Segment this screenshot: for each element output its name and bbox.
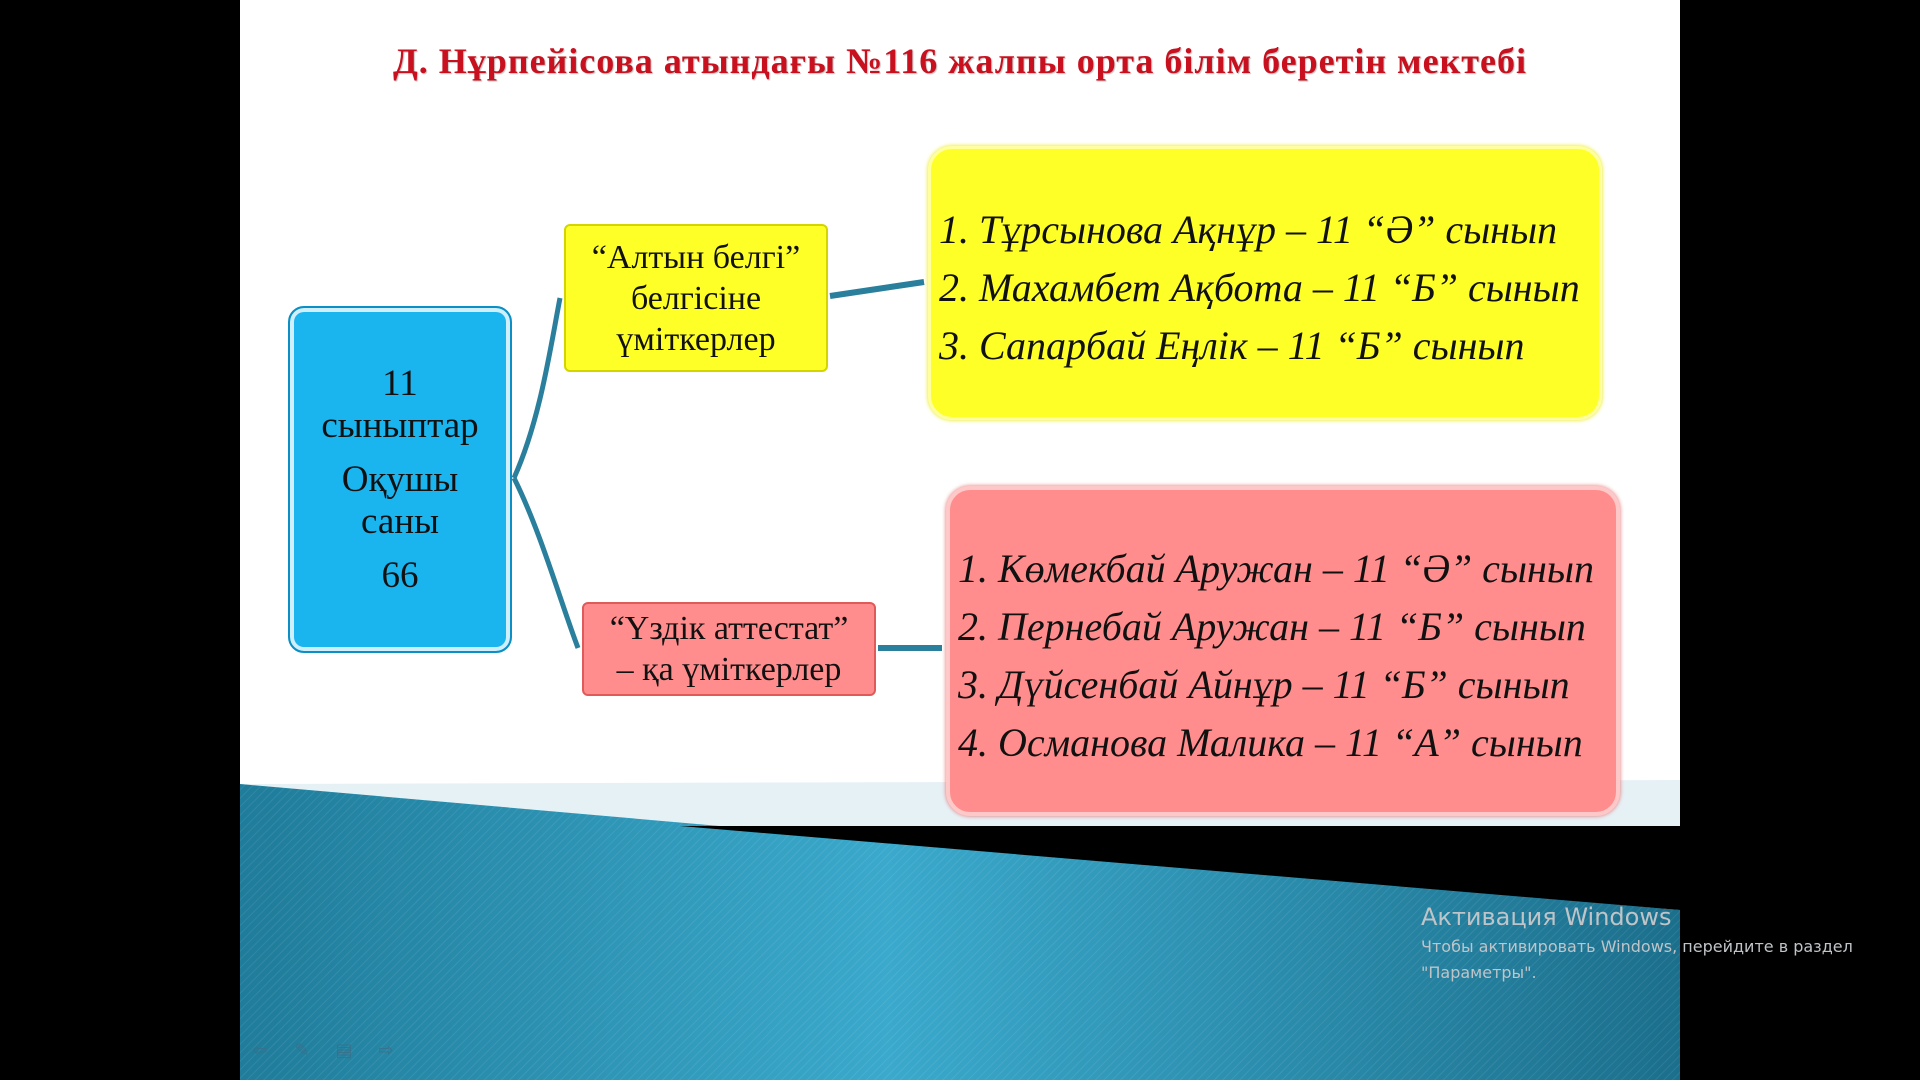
root-line-2: сыныптар (321, 404, 479, 446)
slide-title: Д. Нұрпейісова атындағы №116 жалпы орта білім беретін мектебі (393, 41, 1527, 81)
list-item: 3. Дүйсенбай Айнұр – 11 “Б” сынып (958, 662, 1570, 707)
next-slide-icon[interactable]: ⇨ (378, 1040, 394, 1061)
list-item: 4. Османова Малика – 11 “А” сынып (958, 720, 1583, 765)
gold-line-2: белгісіне (630, 279, 762, 317)
watermark-text: Чтобы активировать Windows, перейдите в раздел "Параметры". (1421, 937, 1853, 982)
honor-line-1: “Үздік аттестат” (609, 610, 849, 647)
pen-icon[interactable]: ✎ (294, 1040, 310, 1061)
list-item: 1. Көмекбай Аружан – 11 “Ә” сынып (958, 546, 1594, 591)
list-item: 2. Пернебай Аружан – 11 “Б” сынып (958, 604, 1586, 649)
list-item: 1. Тұрсынова Ақнұр – 11 “Ә” сынып (939, 207, 1558, 252)
windows-activation-watermark (1421, 900, 1861, 986)
watermark-title: Активация Windows (1421, 903, 1672, 931)
gold-line-3: үміткерлер (616, 320, 776, 358)
root-line-5: 66 (381, 554, 419, 596)
honor-line-2: – қа үміткерлер (616, 651, 842, 688)
slideshow-toolbar (248, 1042, 398, 1060)
previous-slide-icon[interactable]: ⇦ (252, 1040, 268, 1061)
root-line-4: саны (361, 500, 439, 542)
root-line-3: Оқушы (341, 458, 459, 500)
gold-line-1: “Алтын белгі” (591, 238, 801, 276)
gold-badge-category-box (564, 224, 828, 372)
honors-certificate-category-box (582, 602, 876, 696)
slide-menu-icon[interactable]: ▤ (335, 1040, 353, 1061)
list-item: 3. Сапарбай Еңлік – 11 “Б” сынып (939, 323, 1525, 368)
grade-11-student-count-box (288, 306, 512, 653)
root-line-1: 11 (382, 362, 418, 404)
gold-badge-candidates-list (928, 146, 1602, 420)
list-item: 2. Махамбет Ақбота – 11 “Б” сынып (939, 265, 1580, 310)
honors-certificate-candidates-list (946, 486, 1620, 816)
